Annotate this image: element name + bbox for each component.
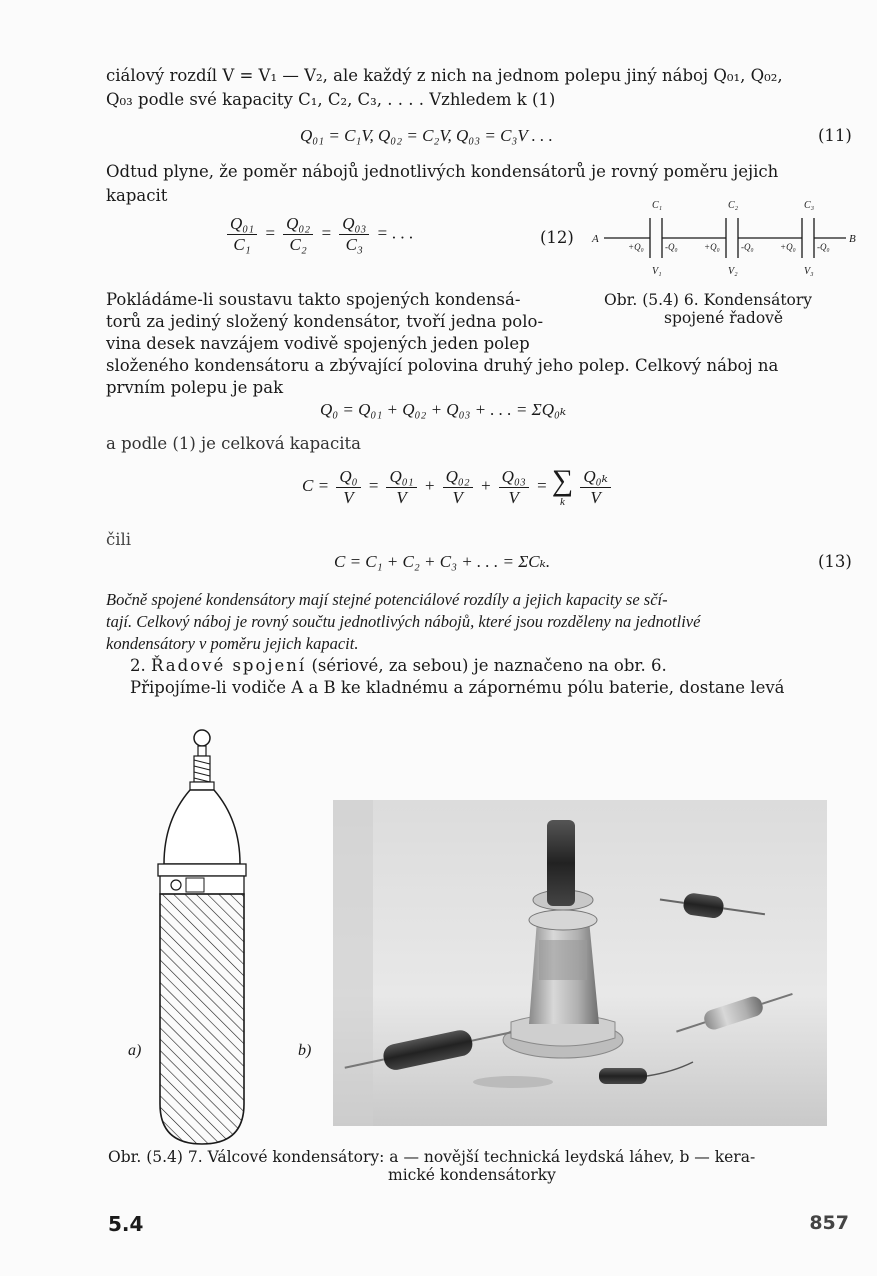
equation-number: (11) — [818, 126, 852, 145]
equation-11: Q₀₁ = C₁V, Q₀₂ = C₂V, Q₀₃ = C₃V . . . — [300, 126, 553, 145]
italic-text-line: kondensátory v poměru jejich kapacit. — [106, 634, 359, 653]
equation-number: (13) — [818, 552, 852, 571]
text-line: vina desek navzájem vodivě spojených jeden polep — [106, 334, 530, 353]
ceramic-capacitors-photo — [333, 800, 827, 1126]
figure-7a-label: a) — [128, 1042, 142, 1059]
fraction: $\frac{\text{Q₀}}{V}$ — [336, 467, 360, 508]
text-line: a podle (1) je celková kapacita — [106, 434, 362, 453]
text-line: Připojíme-li vodiče A a B ke kladnému a zápornému pólu baterie, dostane levá — [130, 678, 785, 697]
fraction: $\frac{\text{Q₀ₖ}}{V}$ — [580, 467, 610, 508]
voltage-2-label: V₂ — [728, 266, 738, 277]
terminal-a-label: A — [592, 233, 599, 245]
text-line: čili — [106, 530, 132, 549]
text-line: Odtud plyne, že poměr nábojů jednotlivých kondensátorů je rovný poměru jejich — [106, 162, 779, 181]
fraction: $\frac{\text{Q₀₁}}{V}$ — [386, 467, 416, 508]
figure-7b-label: b) — [298, 1042, 312, 1059]
charge-label: +Q₀ — [704, 242, 720, 252]
capacitor-2-label: C₂ — [728, 200, 739, 211]
equation-13: C = C₁ + C₂ + C₃ + . . . = ΣCₖ. — [334, 552, 551, 571]
terminal-b-label: B — [849, 233, 856, 245]
figure-7-caption: mické kondensátorky — [388, 1166, 556, 1184]
text-line: torů za jediný složený kondensátor, tvoří jedna polo- — [106, 312, 544, 331]
text-line: kapacit — [106, 186, 168, 205]
section-number: 5.4 — [108, 1212, 144, 1236]
series-capacitors-diagram — [590, 196, 860, 280]
charge-label: +Q₀ — [780, 242, 796, 252]
fraction: $\frac{\text{Q₀₃}}{V}$ — [499, 467, 529, 508]
fraction: $\frac{\text{Q₀₃}}{\text{C₃}}$ — [339, 214, 369, 255]
figure-6-caption: Obr. (5.4) 6. Kondensátory — [604, 291, 813, 309]
text-line: Pokládáme-li soustavu takto spojených kondensá- — [106, 290, 521, 309]
charge-label: -Q₀ — [817, 242, 830, 252]
equation-total-charge: Q₀ = Q₀₁ + Q₀₂ + Q₀₃ + . . . = ΣQ₀ₖ — [320, 400, 567, 419]
fraction: $\frac{\text{Q₀₂}}{\text{C₂}}$ — [283, 214, 313, 255]
italic-text-line: tají. Celkový náboj je rovný součtu jednotlivých nábojů, které jsou rozděleny na jednotlivé — [106, 612, 701, 631]
capacitor-3-label: C₃ — [804, 200, 815, 211]
charge-label: -Q₀ — [741, 242, 754, 252]
equation-12: $\frac{\text{Q₀₁}}{\text{C₁}}$ = $\frac{\text{Q₀₂}}{\text{C₂}}$ = $\frac{\text{Q₀₃}}{\text{C₃}}$ = . . . — [224, 214, 414, 255]
fraction: $\frac{\text{Q₀₁}}{\text{C₁}}$ — [227, 214, 257, 255]
leyden-jar-drawing — [150, 724, 260, 1150]
voltage-3-label: V₃ — [804, 266, 814, 277]
text-line: Q₀₃ podle své kapacity C₁, C₂, C₃, . . . . Vzhledem k (1) — [106, 90, 556, 109]
equation-number: (12) — [540, 228, 574, 247]
fraction: $\frac{\text{Q₀₂}}{V}$ — [443, 467, 473, 508]
voltage-1-label: V₁ — [652, 266, 662, 277]
figure-6-caption: spojené řadově — [664, 309, 784, 327]
capacitor-1-label: C₁ — [652, 200, 663, 211]
text-line: 2. Řadové spojení (sériové, za sebou) je naznačeno na obr. 6. — [130, 656, 667, 675]
text-line: ciálový rozdíl V = V₁ — V₂, ale každý z nich na jednom polepu jiný náboj Q₀₁, Q₀₂, — [106, 66, 783, 85]
text-line: složeného kondensátoru a zbývající polovina druhý jeho polep. Celkový náboj na — [106, 356, 779, 375]
italic-text-line: Bočně spojené kondensátory mají stejné potenciálové rozdíly a jejich kapacity se sčí- — [106, 590, 668, 609]
page-number: 857 — [809, 1212, 849, 1234]
equation-total-capacity: C = $\frac{\text{Q₀}}{V}$ = $\frac{\text{Q₀₁}}{V}$ + $\frac{\text{Q₀₂}}{V}$ + $\frac{\text{Q₀₃}}{V}$ = ∑ k $\frac{\text{Q₀ₖ}}{V}$ — [302, 466, 614, 508]
text-line: prvním polepu je pak — [106, 378, 284, 397]
charge-label: -Q₀ — [665, 242, 678, 252]
figure-7-caption: Obr. (5.4) 7. Válcové kondensátory: a — novější technická leydská láhev, b — kera- — [108, 1148, 756, 1166]
charge-label: +Q₀ — [628, 242, 644, 252]
